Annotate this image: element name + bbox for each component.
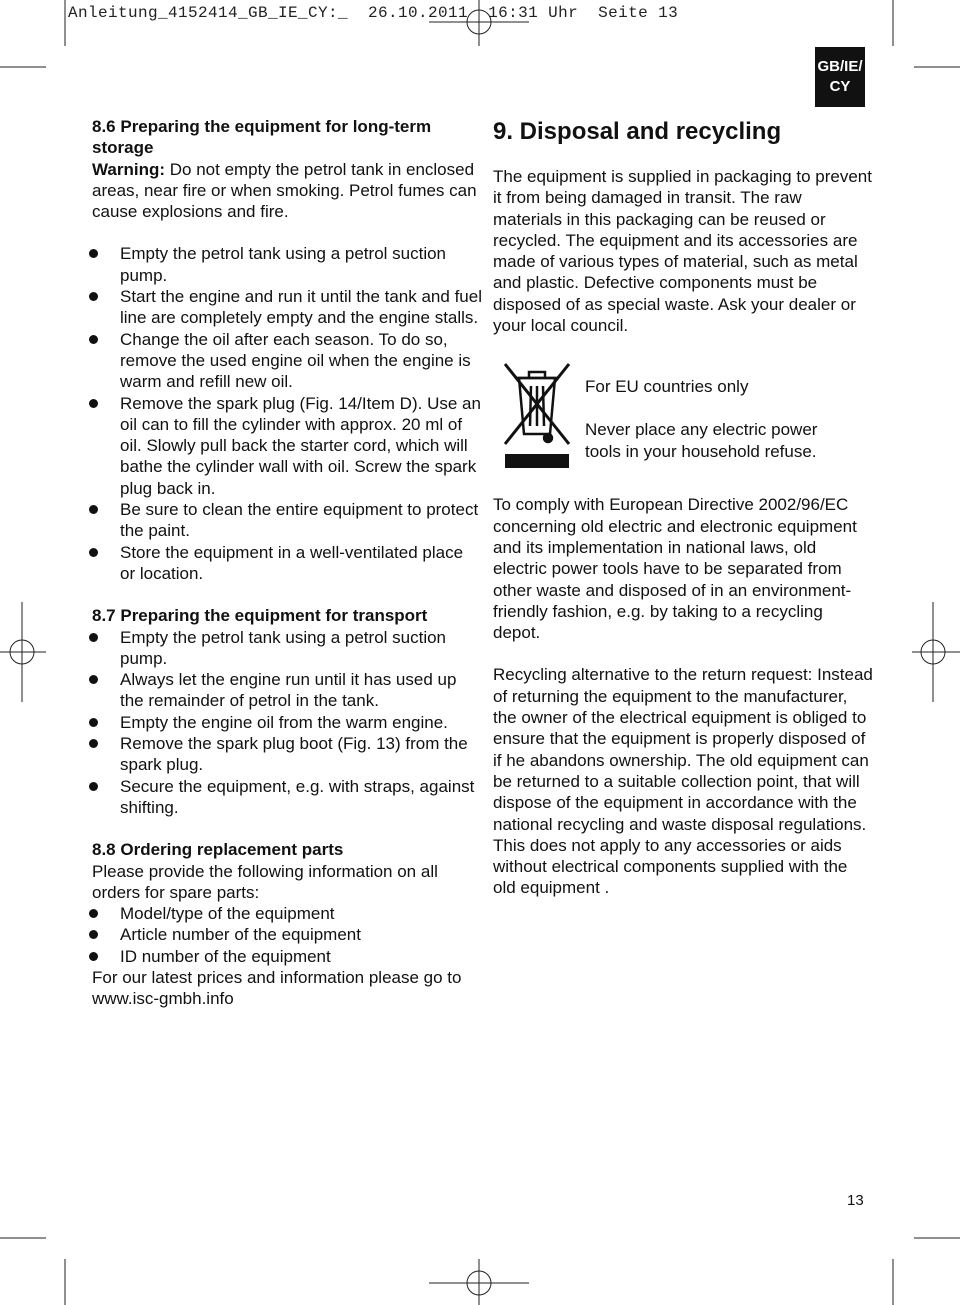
language-badge xyxy=(815,47,865,107)
list-item: Store the equipment in a well-ventilated place or location. xyxy=(92,542,482,585)
page-number: 13 xyxy=(847,1192,864,1209)
list-item: Model/type of the equipment xyxy=(92,903,482,924)
list-item: ID number of the equipment xyxy=(92,946,482,967)
storage-steps-list xyxy=(92,243,482,584)
recycling-alternative-paragraph: Recycling alternative to the return request: Instead of returning the equipment to the manufacturer, the owner of the electrical equipment is obliged to ensure that the equipment is properly disposed of if he abandons ownership. The old equipment can be returned to a suitable collection point, that will dispose of the equipment in accordance with the national recycling and waste disposal regulations. This does not apply to any accessories or aids without electrical components supplied with the old equipment . xyxy=(493,665,873,898)
weee-notice xyxy=(493,356,873,484)
directive-paragraph: To comply with European Directive 2002/96/EC concerning old electric and electronic equipment and its implementation in national laws, old electric power tools have to be separated from other waste and disposed of in an environment-friendly fashion, e.g. by taking to a recycling depot. xyxy=(493,495,857,643)
household-refuse-note: Never place any electric power tools in your household refuse. xyxy=(585,420,818,461)
packaging-paragraph: The equipment is supplied in packaging to prevent it from being damaged in transit. The raw materials in this packaging can be reused or recycled. The equipment and its accessories are made of various types of material, such as metal and plastic. Defective components must be disposed of as special waste. Ask your dealer or your local council. xyxy=(493,167,872,336)
section-8-7-title: 8.7 Preparing the equipment for transport xyxy=(92,606,428,626)
section-8-6-title: 8.6 Preparing the equipment for long-term storage xyxy=(92,117,432,158)
warning-paragraph xyxy=(92,159,482,223)
list-item: Remove the spark plug (Fig. 14/Item D). Use an oil can to fill the cylinder with approx. 20 ml of oil. Slowly pull back the starter cord, which will bathe the cylinder wall with oil. Screw the spark plug back in. xyxy=(92,393,482,499)
list-item: Empty the petrol tank using a petrol suction pump. xyxy=(92,243,482,286)
right-column xyxy=(493,118,873,899)
warning-label: Warning: xyxy=(92,159,166,179)
language-badge-line2: CY xyxy=(829,78,851,95)
language-badge-line1: GB/IE/ xyxy=(817,58,863,75)
eu-only-note: For EU countries only xyxy=(585,377,749,397)
crossed-out-wheelie-bin-icon xyxy=(501,356,573,468)
spare-parts-outro: For our latest prices and information please go to www.isc-gmbh.info xyxy=(92,967,462,1009)
list-item: Start the engine and run it until the tank and fuel line are completely empty and the engine stalls. xyxy=(92,286,482,329)
list-item: Remove the spark plug boot (Fig. 13) from the spark plug. xyxy=(92,733,482,776)
transport-steps-list xyxy=(92,627,482,819)
list-item: Be sure to clean the entire equipment to protect the paint. xyxy=(92,499,482,542)
warning-text: Do not empty the petrol tank in enclosed areas, near fire or when smoking. Petrol fumes can cause explosions and fire. xyxy=(92,159,477,222)
spare-parts-list xyxy=(92,903,482,967)
list-item: Empty the petrol tank using a petrol suction pump. xyxy=(92,627,482,670)
list-item: Secure the equipment, e.g. with straps, against shifting. xyxy=(92,776,482,819)
section-9-title: 9. Disposal and recycling xyxy=(493,118,782,145)
list-item: Always let the engine run until it has used up the remainder of petrol in the tank. xyxy=(92,669,482,712)
spare-parts-intro: Please provide the following information on all orders for spare parts: xyxy=(92,861,438,902)
left-column xyxy=(92,116,482,1010)
print-header: Anleitung_4152414_GB_IE_CY:_ 26.10.2011 16:31 Uhr Seite 13 xyxy=(68,4,679,22)
section-8-8-title: 8.8 Ordering replacement parts xyxy=(92,840,344,860)
list-item: Article number of the equipment xyxy=(92,924,482,945)
list-item: Empty the engine oil from the warm engine. xyxy=(92,712,482,733)
list-item: Change the oil after each season. To do so, remove the used engine oil when the engine is warm and refill new oil. xyxy=(92,329,482,393)
